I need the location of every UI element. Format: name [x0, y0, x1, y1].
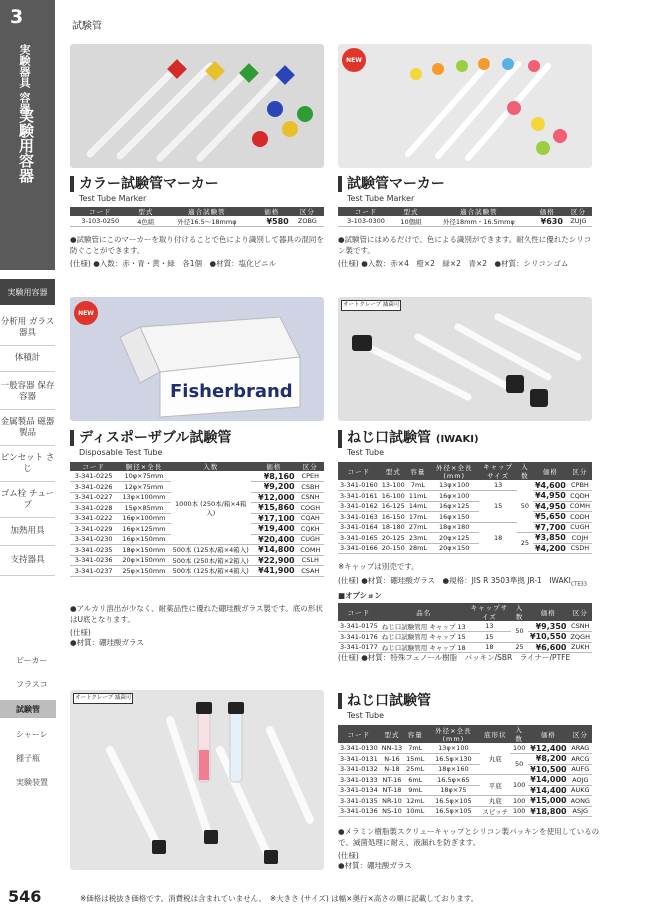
table-row: 3-341-0222 16φ×100mm ¥17,100 CQAH — [70, 513, 324, 524]
subnav-flask[interactable]: フラスコ — [16, 679, 48, 689]
product-photo-color-marker — [70, 44, 324, 168]
category-label: 実験器具 容器 — [18, 44, 31, 114]
price-table: コード 型式 適合試験管 価格 区分 3-103-0250 4色組 外径16.5〜18mmφ ¥580 ZOBG — [70, 207, 324, 227]
product-photo-marker — [338, 44, 592, 168]
table-row: 3-341-0226 12φ×75mm ¥9,200 CSBH — [70, 482, 324, 493]
table-row: 3-341-0227 13φ×100mm ¥12,000 CSNH — [70, 492, 324, 503]
table-row: 3-341-0130 NN-13 7mL 13φ×100 丸底 100 ¥12,400 ARAG — [338, 743, 592, 754]
new-badge: NEW — [342, 48, 366, 72]
footer-note: ※価格は税抜き価格です。消費税は含まれていません。 ※大きさ (サイズ) は幅×奥行×高さの順に記載しております。 — [80, 894, 479, 903]
sidebar-item-active[interactable]: 実験用容器 — [0, 279, 55, 305]
product-subtitle: Test Tube — [347, 448, 385, 457]
sidebar-item-heating[interactable]: 加熱用具 — [0, 518, 55, 546]
product-photo-screw-iwaki — [338, 297, 592, 421]
table-row: 3-341-0228 15φ×85mm ¥15,860 COGH — [70, 503, 324, 514]
table-row: 3-341-0165 20-125 23mL 20φ×125 25 ¥3,850 COJH — [338, 533, 592, 544]
page-number: 546 — [8, 887, 42, 906]
sidebar-item-container[interactable]: 一般容器 保存容器 — [0, 374, 55, 410]
price-table: コード 型式 適合試験管 価格 区分 3-103-0300 10個組 外径18mm・16.5mmφ ¥630 ZUJG — [338, 207, 592, 227]
product-subtitle: Test Tube Marker — [347, 194, 415, 203]
subnav-petri[interactable]: シャーレ — [16, 729, 48, 739]
sidebar-item-glass[interactable]: 分析用 ガラス器具 — [0, 310, 55, 346]
product-title: 試験管マーカー — [338, 176, 445, 192]
subnav-seed-bottle[interactable]: 種子瓶 — [16, 753, 40, 763]
product-photo-screw — [70, 690, 324, 870]
product-note: ●試験管にはめるだけで、色による識別ができます。耐久性に優れたシリコン製です。 — [338, 235, 592, 255]
product-title: カラー試験管マーカー — [70, 176, 219, 192]
sidebar-heading: 実験用容器 — [17, 108, 35, 183]
chapter-number: 3 — [10, 6, 24, 28]
product-spec: ●材質：硼珪酸ガラス — [338, 861, 412, 870]
brand-logo: Fisherbrand — [170, 381, 293, 402]
subnav-testtube[interactable]: 試験管 — [0, 700, 56, 718]
table-row: 3-341-0131 N-16 15mL 16.5φ×130 50 ¥8,200 ARCG — [338, 754, 592, 765]
table-row: 3-341-0166 20-150 28mL 20φ×150 ¥4,200 CSDH — [338, 543, 592, 554]
option-label: ■オプション — [338, 591, 382, 600]
product-photo-disposable — [70, 297, 324, 421]
product-spec-label: (仕様) — [338, 851, 359, 860]
option-spec: (仕様) ●材質：特殊フェノール樹脂 パッキン/SBR ライナー/PTFE — [338, 653, 571, 662]
sidebar-item-tweezers[interactable]: ピンセット さじ — [0, 446, 55, 482]
table-row: 3-341-0163 16-150 17mL 16φ×150 ¥5,650 CODH — [338, 512, 592, 523]
table-row: 3-341-0237 25φ×150mm 500本 (125本/箱×4箱入) ¥41,900 CSAH — [70, 566, 324, 577]
subnav-beaker[interactable]: ビーカー — [16, 655, 48, 665]
cap-note: ※キャップは別売です。 — [338, 562, 419, 571]
breadcrumb: 試験管 — [72, 21, 102, 32]
sidebar-item-volume[interactable]: 体積計 — [0, 346, 55, 372]
table-row: 3-341-0236 20φ×150mm 500本 (250本/箱×2箱入) ¥22,900 CSLH — [70, 555, 324, 566]
product-subtitle: Test Tube Marker — [79, 194, 147, 203]
table-row: 3-341-0161 16-100 11mL 16φ×100 15 ¥4,950 CQDH — [338, 491, 592, 502]
price-table: コード 型式 容量 外径×全長(mm) 底形状 入数 価格 区分 3-341-0130 NN-13 7mL 13φ×100 丸底 100 ¥12,400 ARAG 3-341-0131 N-16 15mL 16.5φ×130 50 ¥8,200 ARCG 3-341-0132 N-18 25mL 18φ×160 ¥10,500 AUFG 3-341-0133 NT-16 6mL 16.5φ×65 平底 100 ¥14,000 AOJG 3-341-0134 NT-18 9mL 18φ×75 ¥14,400 AUKG 3-341-0135 NR-10 12mL 16.5φ×105 丸底 100 ¥15,000 AONG 3-341-0136 NS-10 10mL 16.5φ×105 スピッチ 100 ¥18,800 ASJG — [338, 725, 592, 817]
table-row: 3-341-0175 ねじ口試験管用 キャップ 13 13 50 ¥9,350 CSNH — [338, 621, 592, 632]
product-note: ●メラミン樹脂製スクリューキャップとシリコン製パッキンを使用しているので、滅菌処理に耐え、液漏れを防ぎます。 — [338, 827, 600, 847]
product-note: ●試験管にこのマーカーを取り付けることで色により識別して器具の混同を防ぐことができます。 — [70, 235, 324, 255]
product-subtitle: Disposable Test Tube — [79, 448, 163, 457]
table-row: 3-341-0225 10φ×75mm 1000本 (250本/箱×4箱入) ¥8,160 CPEH — [70, 471, 324, 482]
price-table: コード 型式 容量 外径×全長(mm) キャップサイズ 入数 価格 区分 3-341-0160 13-100 7mL 13φ×100 13 50 ¥4,600 CPBH 3-341-0161 16-100 11mL 16φ×100 15 ¥4,950 CQDH 3-341-0162 16-125 14mL 16φ×125 ¥4,950 COMH 3-341-0163 16-150 17mL 16φ×150 ¥5,650 CODH 3-341-0164 18-180 27mL 18φ×180 18 ¥7,700 CUGH 3-341-0165 20-125 23mL 20φ×125 25 ¥3,850 COJH 3-341-0166 20-150 28mL 20φ×150 ¥4,200 CSDH — [338, 462, 592, 554]
product-spec: (仕様) ●入数：赤・青・黄・緑 各1個 ●材質：塩化ビニル — [70, 259, 277, 268]
table-row: 3-341-0230 16φ×150mm ¥20,400 CUGH — [70, 534, 324, 545]
table-row: 3-341-0136 NS-10 10mL 16.5φ×105 スピッチ 100 ¥18,800 ASJG — [338, 806, 592, 817]
option-table: コード 品名 キャップサイズ 入数 価格 区分 3-341-0175 ねじ口試験管用 キャップ 13 13 50 ¥9,350 CSNH 3-341-0176 ねじ口試験管用 キャップ 15 15 ¥10,550 ZQGH 3-341-0177 ねじ口試験管用 キャップ 18 18 25 ¥6,600 ZUKH — [338, 603, 592, 653]
product-spec-label: (仕様) — [70, 628, 91, 637]
table-row: 3-103-0250 4色組 外径16.5〜18mmφ ¥580 ZOBG — [70, 216, 324, 227]
table-row: 3-341-0134 NT-18 9mL 18φ×75 ¥14,400 AUKG — [338, 785, 592, 796]
price-table: コード 胴径×全長 入数 価格 区分 3-341-0225 10φ×75mm 1000本 (250本/箱×4箱入) ¥8,160 CPEH 3-341-0226 12φ×75mm ¥9,200 CSBH 3-341-0227 13φ×100mm ¥12,000 CSNH 3-341-0228 15φ×85mm ¥15,860 COGH 3-341-0222 16φ×100mm ¥17,100 CQAH 3-341-0229 16φ×125mm ¥19,400 CQKH 3-341-0230 16φ×150mm ¥20,400 CUGH 3-341-0235 18φ×150mm 500本 (125本/箱×4箱入) ¥14,800 COMH 3-341-0236 20φ×150mm 500本 (250本/箱×2箱入) ¥22,900 CSLH 3-341-0237 25φ×150mm 500本 (125本/箱×4箱入) ¥41,900 CSAH — [70, 462, 324, 577]
sidebar-item-metal[interactable]: 金属製品 磁器製品 — [0, 410, 55, 446]
table-row: 3-341-0160 13-100 7mL 13φ×100 13 50 ¥4,600 CPBH — [338, 480, 592, 491]
product-spec: ●材質：硼珪酸ガラス — [70, 638, 144, 647]
product-subtitle: Test Tube — [347, 711, 385, 720]
sidebar-item-support[interactable]: 支持器具 — [0, 546, 55, 576]
table-row: 3-341-0135 NR-10 12mL 16.5φ×105 丸底 100 ¥15,000 AONG — [338, 796, 592, 807]
table-row: 3-341-0162 16-125 14mL 16φ×125 ¥4,950 COMH — [338, 501, 592, 512]
product-title: ねじ口試験管 — [338, 693, 431, 709]
autoclave-badge: オートクレーブ 滅菌可 — [73, 693, 133, 704]
table-row: 3-341-0229 16φ×125mm ¥19,400 CQKH — [70, 524, 324, 535]
table-row: 3-341-0164 18-180 27mL 18φ×180 18 ¥7,700 CUGH — [338, 522, 592, 533]
subnav-apparatus[interactable]: 実験装置 — [16, 777, 48, 787]
table-row: 3-341-0177 ねじ口試験管用 キャップ 18 18 25 ¥6,600 ZUKH — [338, 642, 592, 653]
chapter-tab — [0, 0, 55, 270]
product-spec: (仕様) ●入数：赤×4 橙×2 緑×2 青×2 ●材質：シリコンゴム — [338, 259, 569, 268]
new-badge: NEW — [74, 301, 98, 325]
table-row: 3-103-0300 10個組 外径18mm・16.5mmφ ¥630 ZUJG — [338, 216, 592, 227]
product-spec: (仕様) ●材質：硼珪酸ガラス ●規格：JIS R 3503準拠 JR-1 $IWAKI_{CTE33}$ — [338, 576, 587, 588]
sidebar-item-stopper[interactable]: ゴム栓 チューブ — [0, 482, 55, 518]
table-row: 3-341-0235 18φ×150mm 500本 (125本/箱×4箱入) ¥14,800 COMH — [70, 545, 324, 556]
table-row: 3-341-0132 N-18 25mL 18φ×160 ¥10,500 AUFG — [338, 764, 592, 775]
product-note: ●アルカリ溶出が少なく、耐薬品性に優れた硼珪酸ガラス製です。底の形状はU底となります。 — [70, 604, 323, 624]
table-row: 3-341-0133 NT-16 6mL 16.5φ×65 平底 100 ¥14,000 AOJG — [338, 775, 592, 786]
product-title: ねじ口試験管 (IWAKI) — [338, 430, 479, 448]
autoclave-badge: オートクレーブ 滅菌可 — [341, 300, 401, 311]
product-title: ディスポーザブル試験管 — [70, 430, 231, 446]
table-row: 3-341-0176 ねじ口試験管用 キャップ 15 15 ¥10,550 ZQGH — [338, 632, 592, 643]
